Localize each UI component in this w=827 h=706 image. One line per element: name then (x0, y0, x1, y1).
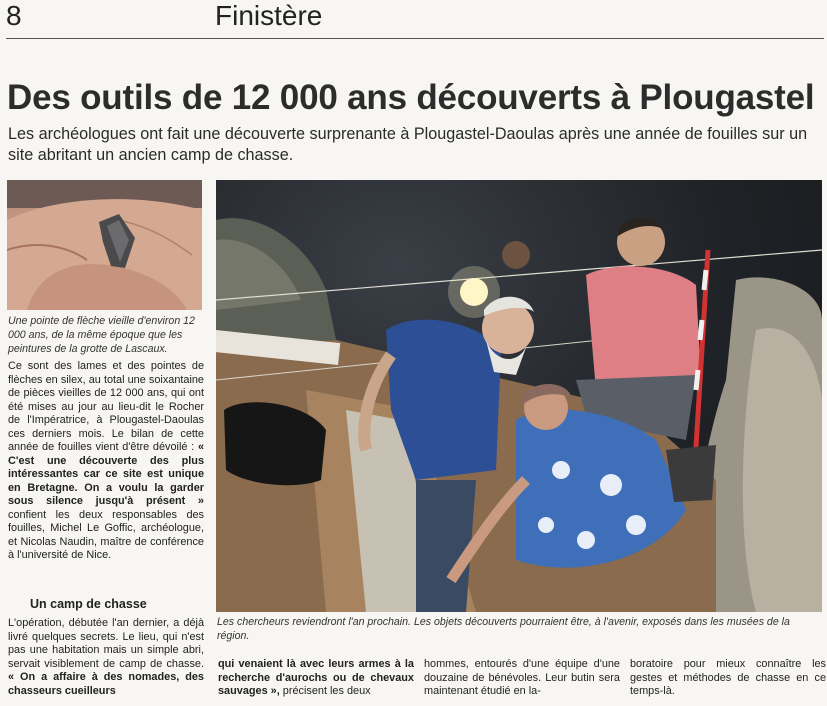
body-intro: Ce sont des lames et des pointes de flèches en silex, au total une soixantaine de pièces vieilles de 12 000 ans, qui ont été mises au jour au lieu-dit le Rocher de l'Impératrice, à Plougastel-Daoulas ces derniers mois. Le bilan de cette année de fouilles vient d'être dévoilé : (8, 360, 204, 453)
subheading: Un camp de chasse (30, 597, 147, 611)
excavation-photo (216, 180, 822, 612)
body-column-3: hommes, entourés d'une équipe d'une douzaine de bénévoles. Leur butin sera maintenant étudié en la- (424, 658, 620, 697)
header-rule (6, 38, 824, 39)
headline: Des outils de 12 000 ans découverts à Plougastel (7, 78, 815, 117)
quote-2-continued: qui venaient là avec leurs armes à la recherche d'aurochs ou de chevaux sauvages », (218, 658, 414, 697)
body-column-2 (218, 658, 414, 699)
body-text: précisent les deux (282, 685, 371, 697)
quote-1: « C'est une découverte des plus intéressantes car ce site est unique en Bretagne. On a voulu la garder sous silence jusqu'à présent » (8, 441, 204, 507)
arrowhead-photo (7, 180, 202, 310)
arrowhead-illustration (7, 180, 202, 310)
body-column-1-continued (8, 617, 204, 698)
excavation-illustration (216, 180, 822, 612)
small-photo-caption: Une pointe de flèche vieille d'environ 12 000 ans, de la même époque que les peintures de la grotte de Lascaux. (8, 315, 195, 355)
section-title: Finistère (215, 0, 323, 31)
standfirst: Les archéologues ont fait une découverte surprenante à Plougastel-Daoulas après une année de fouilles sur un site abritant un ancien camp de chasse. (8, 125, 808, 164)
page-number: 8 (6, 0, 22, 31)
quote-2: « On a affaire à des nomades, des chasseurs cueilleurs (8, 671, 204, 697)
body-after-quote: confient les deux responsables des fouilles, Michel Le Goffic, archéologue, et Nicolas Naudin, maître de conférence à l'université de Nice. (8, 508, 204, 561)
body-text: L'opération, débutée l'an dernier, a déjà livré quelques secrets. Le lieu, qui n'est pas une habitation mais un simple abri, servait visiblement de camp de chasse. (8, 617, 204, 670)
main-photo-caption: Les chercheurs reviendront l'an prochain. Les objets découverts pourraient être, à l'avenir, exposés dans les musées de la région. (217, 616, 790, 642)
body-column-1 (8, 360, 204, 563)
body-column-4: boratoire pour mieux connaître les gestes et méthodes de chasse en ce temps-là. (630, 658, 826, 697)
